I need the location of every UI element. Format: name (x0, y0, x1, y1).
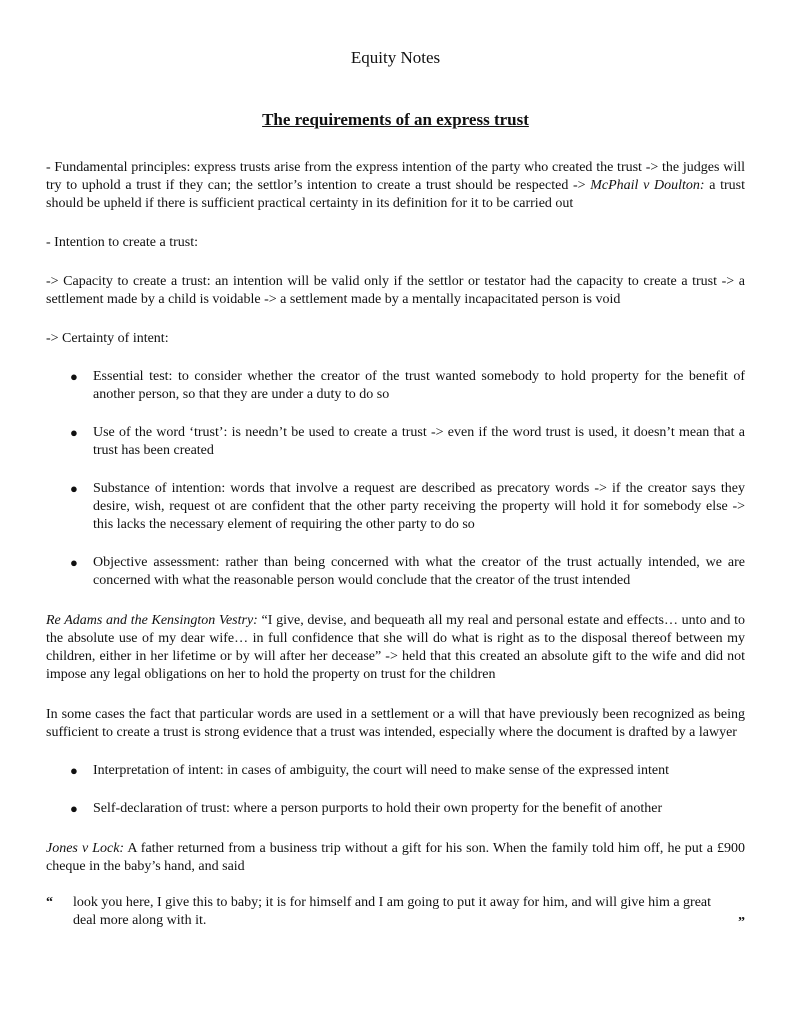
case-name: Jones v Lock: (46, 841, 125, 856)
list-item-text: Substance of intention: words that involve a request are described as precatory words -> if the creator says they desire, wish, request ot are confident that the other party receiving the property will hold it for somebody else -> this lacks the necessary element of requiring the other party to do so (93, 481, 745, 532)
list-item-text: Essential test: to consider whether the creator of the trust wanted somebody to hold property for the benefit of another person, so that they are under a duty to do so (93, 369, 745, 402)
paragraph-text: “I give, devise, and bequeath all my real and personal estate and effects… unto and to the absolute use of my dear wife… in full confidence that she will do what is right as to the disposal thereof between my children, either in her lifetime or by will after her decease” -> held that this created an absolute gift to the wife and did not impose any legal obligations on her to hold the property on trust for the children (46, 613, 746, 682)
paragraph-jones-v-lock (46, 840, 745, 876)
paragraph-fundamental-principles (46, 159, 745, 213)
case-name: McPhail v Doulton: (590, 178, 705, 193)
close-quote-mark: ” (738, 915, 745, 930)
case-name: Re Adams and the Kensington Vestry: (46, 613, 258, 628)
paragraph-capacity: -> Capacity to create a trust: an intention will be valid only if the settlor or testator had the capacity to create a trust -> a settlement made by a child is voidable -> a settlement made by a mentally incapacitated person is void (46, 274, 745, 307)
paragraph-re-adams (46, 612, 745, 684)
list-item (46, 424, 745, 460)
bullet-icon: ● (70, 481, 78, 496)
bullet-list-intent (46, 762, 745, 818)
bullet-icon: ● (70, 801, 78, 816)
block-quote (46, 894, 745, 930)
paragraph-text: a trust should be upheld if there is sufficient practical certainty in its definition for it to be carried out (46, 178, 745, 211)
list-item (46, 762, 745, 780)
paragraph-intention: - Intention to create a trust: (46, 235, 198, 250)
list-item-text: Use of the word ‘trust’: is needn’t be used to create a trust -> even if the word trust is used, it doesn’t mean that a trust has been created (93, 425, 745, 458)
page-title: The requirements of an express trust (262, 110, 529, 129)
quote-text: look you here, I give this to baby; it is for himself and I am going to put it away for him, and will give him a great deal more along with it. (73, 895, 712, 928)
open-quote-mark: “ (46, 895, 53, 910)
list-item-text: Objective assessment: rather than being concerned with what the creator of the trust actually intended, we are concerned with what the reasonable person would conclude that the creator of the trust intended (93, 555, 745, 588)
list-item-text: Self-declaration of trust: where a person purports to hold their own property for the benefit of another (93, 801, 663, 816)
paragraph-text: A father returned from a business trip without a gift for his son. When the family told him off, he put a £900 cheque in the baby’s hand, and said (46, 841, 745, 874)
bullet-icon: ● (70, 369, 78, 384)
paragraph-words-used: In some cases the fact that particular words are used in a settlement or a will that have previously been recognized as being sufficient to create a trust is strong evidence that a trust was intended, especially where the document is drafted by a lawyer (46, 707, 745, 740)
paragraph-text: - Fundamental principles: express trusts arise from the express intention of the party who created the trust -> the judges will try to uphold a trust if they can; the settlor’s intention to create a trust should be respected -> (46, 160, 745, 193)
bullet-icon: ● (70, 555, 78, 570)
bullet-icon: ● (70, 763, 78, 778)
bullet-icon: ● (70, 425, 78, 440)
list-item (46, 800, 745, 818)
page-header: Equity Notes (350, 48, 441, 67)
list-item-text: Interpretation of intent: in cases of ambiguity, the court will need to make sense of the expressed intent (93, 763, 670, 778)
list-item (46, 554, 745, 590)
list-item (46, 368, 745, 404)
paragraph-certainty: -> Certainty of intent: (46, 331, 169, 346)
list-item (46, 480, 745, 534)
bullet-list-certainty (46, 368, 745, 590)
